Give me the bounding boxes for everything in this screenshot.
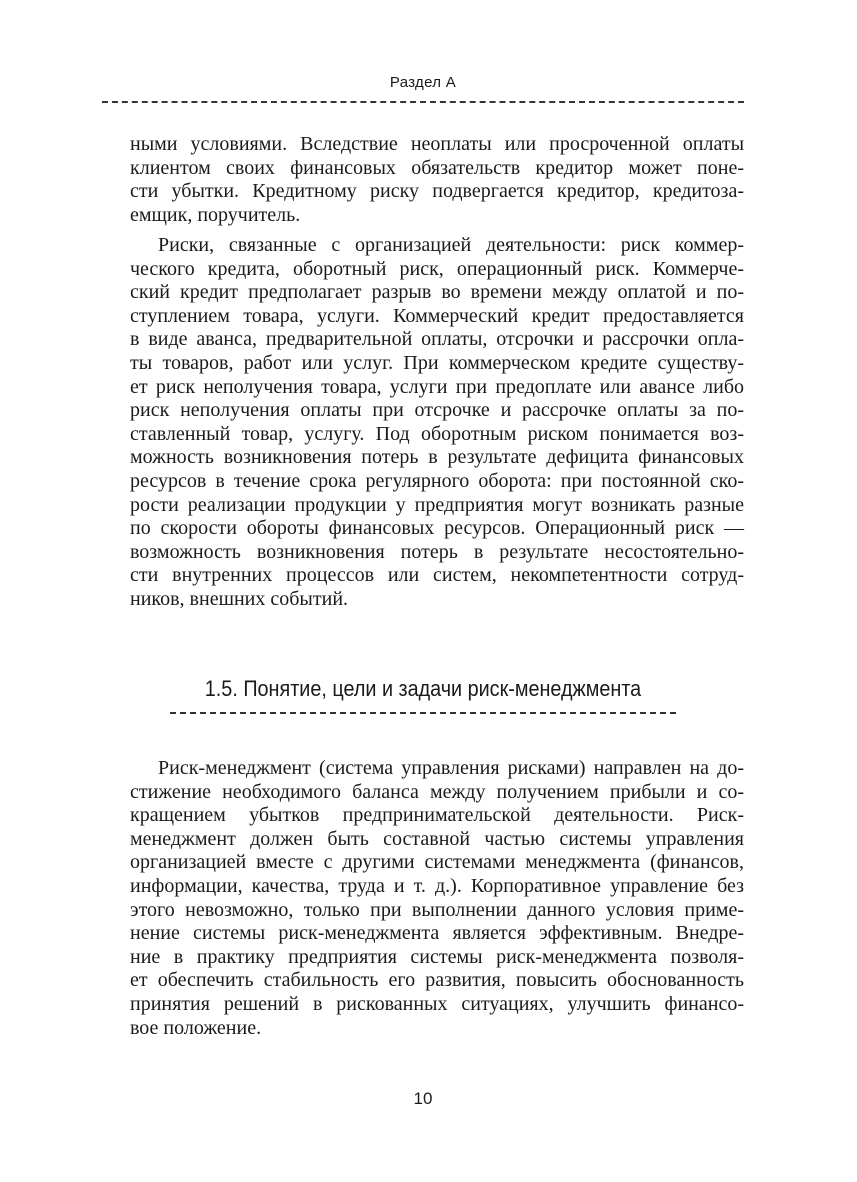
text-line: ными условиями. Вследствие неоплаты или просроченной оплаты xyxy=(130,133,744,155)
text-line: сти убытки. Кредитному риску подвергается кредитор, кредитоза- xyxy=(130,180,744,203)
text-line: по скорости обороты финансовых ресурсов. Операционный риск — xyxy=(130,517,744,540)
text-line: ступлением товара, услуги. Коммерческий кредит предоставляется xyxy=(130,304,744,327)
paragraph-risk-management xyxy=(130,757,744,1040)
text-line: ческого кредита, оборотный риск, операционный риск. Коммерче- xyxy=(130,257,744,280)
text-line: информации, качества, труда и т. д.). Корпоративное управление без xyxy=(130,874,744,897)
text-line: вое положение. xyxy=(130,1016,262,1039)
text-line: в виде аванса, предварительной оплаты, отсрочки и рассрочки опла- xyxy=(130,328,744,351)
text-line: Риски, связанные с организацией деятельности: риск коммер- xyxy=(158,234,744,256)
text-line: ский кредит предполагает разрыв во времени между оплатой и по- xyxy=(130,281,744,304)
text-line: этого невозможно, только при выполнении данного условия приме- xyxy=(130,898,744,921)
running-head: Раздел А xyxy=(389,74,457,91)
text-line: менеджмент должен быть составной частью системы управления xyxy=(130,827,744,850)
text-line: ставленный товар, услугу. Под оборотным риском понимается воз- xyxy=(130,422,744,445)
text-line: ет обеспечить стабильность его развития, повысить обоснованность xyxy=(130,969,744,992)
text-line: рости реализации продукции у предприятия могут возникать разные xyxy=(130,493,744,516)
text-line: ет риск неполучения товара, услуги при предоплате или авансе либо xyxy=(130,375,744,398)
page-number: 10 xyxy=(413,1089,433,1108)
text-line: клиентом своих финансовых обязательств кредитор может поне- xyxy=(130,156,744,179)
text-line: организацией вместе с другими системами менеджмента (финансов, xyxy=(130,851,744,874)
paragraph-risk-types xyxy=(130,234,744,612)
text-line: сти внутренних процессов или систем, некомпетентности сотруд- xyxy=(130,564,744,587)
text-line: риск неполучения оплаты при отсрочке и рассрочке оплаты за по- xyxy=(130,399,744,422)
text-line: возможность возникновения потерь в результате несостоятельно- xyxy=(130,540,744,563)
text-line: стижение необходимого баланса между получением прибыли и со- xyxy=(130,780,744,803)
text-line: ние в практику предприятия системы риск-менеджмента позволя- xyxy=(130,945,744,968)
text-line: принятия решений в рискованных ситуациях, улучшить финансо- xyxy=(130,992,744,1015)
section-heading-divider xyxy=(170,712,676,714)
text-line: ников, внешних событий. xyxy=(130,587,349,610)
text-line: ты товаров, работ или услуг. При коммерческом кредите существу- xyxy=(130,351,744,374)
section-heading: 1.5. Понятие, цели и задачи риск-менеджмента xyxy=(204,676,642,701)
text-line: емщик, поручитель. xyxy=(130,203,301,226)
text-line: нение системы риск-менеджмента является эффективным. Внедре- xyxy=(130,922,744,945)
text-line: кращением убытков предпринимательской деятельности. Риск- xyxy=(130,804,744,827)
header-divider xyxy=(102,101,744,103)
paragraph-continuation xyxy=(130,133,744,227)
text-line: ресурсов в течение срока регулярного оборота: при постоянной ско- xyxy=(130,469,744,492)
text-line: Риск-менеджмент (система управления рисками) направлен на до- xyxy=(158,757,744,779)
text-line: можность возникновения потерь в результате дефицита финансовых xyxy=(130,446,744,469)
